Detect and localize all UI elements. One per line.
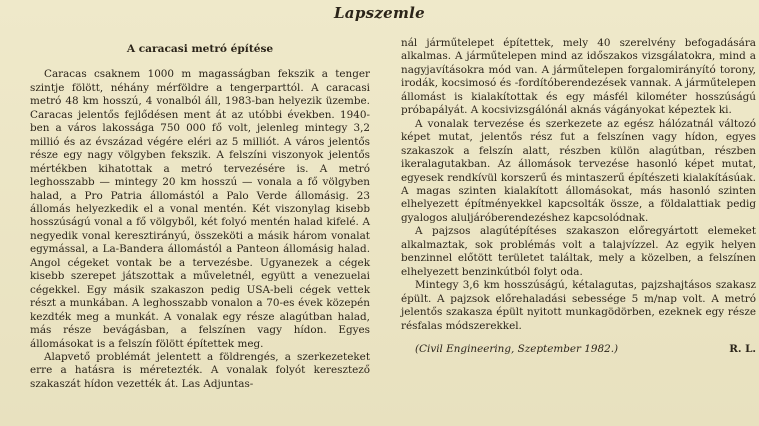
paragraph: A vonalak tervezése és szerkezete az egész hálózatnál változó képet mutat, jelentős rész fut a felszínen vagy hídon, egyes szakaszok a felszín alatt, részben külön alagútban, részben ikeralagutakban. Az állomások tervezése hasonló képet mutat, egyesek rendkívül korszerű és mintaszerű építészeti kialakításúak. A magas szinten kialakított állomásokat, más hasonló szinten elhelyezett építményekkel kapcsolták össze, a földalattiak pedig gyalogos aluljáróberendezéshez kapcsolódnak.	[401, 117, 756, 224]
left-column	[30, 37, 370, 391]
source-line	[401, 343, 756, 356]
section-header: Lapszemle	[333, 4, 426, 22]
paragraph: Alapvető problémát jelentett a földrengés, a szerkezeteket erre a hatásra is méretezték. A vonalak folyót keresztező szakaszát hídon vezették át. Las Adjuntas-	[30, 350, 370, 390]
article-title: A caracasi metró építése	[126, 43, 274, 55]
paragraph: Mintegy 3,6 km hosszúságú, kétalagutas, pajzshajtásos szakasz épült. A pajzsok előrehaladási sebessége 5 m/nap volt. A metró jelentős szakasza épült nyitott munkagödörben, ezeknek egy része résfalas módszerekkel.	[401, 279, 756, 332]
paragraph: A pajzsos alagútépítéses szakaszon előregyártott elemeket alkalmaztak, sok problémás volt a talajvízzel. Az egyik helyen benzinnel előtött területet találtak, mely a közelben, a felszínen elhelyezett benzinkútból folyt oda.	[401, 225, 756, 278]
right-column	[401, 37, 756, 356]
author-initials: R. L.	[729, 342, 756, 355]
paragraph: Caracas csaknem 1000 m magasságban fekszik a tenger szintje fölött, néhány mérföldre a tengerparttól. A caracasi metró 48 km hosszú, 4 vonalból áll, 1983-ban helyezik üzembe. Caracas jelentős fejlődésen ment át az utóbbi években. 1940-ben a város lakossága 750 000 fő volt, jelenleg mintegy 3,2 millió és az évszázad végére eléri az 5 milliót. A város jelentős része egy nagy völgyben fekszik. A felszíni viszonyok jelentős mértékben kihatottak a metró tervezésére is. A metró leghosszabb — mintegy 20 km hosszú — vonala a fő völgyben halad, a Pro Patria állomástól a Palo Verde állomásig. 23 állomás helyezkedik el a vonal mentén. Két viszonylag kisebb hosszúságú vonal a fő völgyből, két folyó mentén halad kifelé. A negyedik vonal keresztirányú, összeköti a másik három vonalat egymással, a La-Bandera állomástól a Panteon állomásig halad. Angol cégeket vontak be a tervezésbe. Ugyanezek a cégek kisebb szerepet játszottak a műveletnél, együtt a venezuelai cégekkel. Egy másik szakaszon pedig USA-beli cégek vettek részt a munkában. A leghosszabb vonalon a 70-es évek közepén kezdték meg a munkát. A vonalak egy része alagútban halad, más része bevágásban, a felszínen vagy hídon. Egyes állomásokat is a felszín fölött építettek meg.	[30, 68, 370, 350]
source-citation: (Civil Engineering, Szeptember 1982.)	[415, 342, 619, 355]
paragraph: nál járműtelepet építettek, mely 40 szerelvény befogadására alkalmas. A járműtelepen mind az időszakos vizsgálatokra, mind a nagyjavításokra mód van. A járműtelepen forgalomirányító torony, irodák, kocsimosó és -fordítóberendezések vannak. A járműtelepen állomást is kialakítottak és egy másfél kilométer hosszúságú próbapályát. A kocsivizsgálónál aknás vágányokat képeztek ki.	[401, 37, 756, 117]
